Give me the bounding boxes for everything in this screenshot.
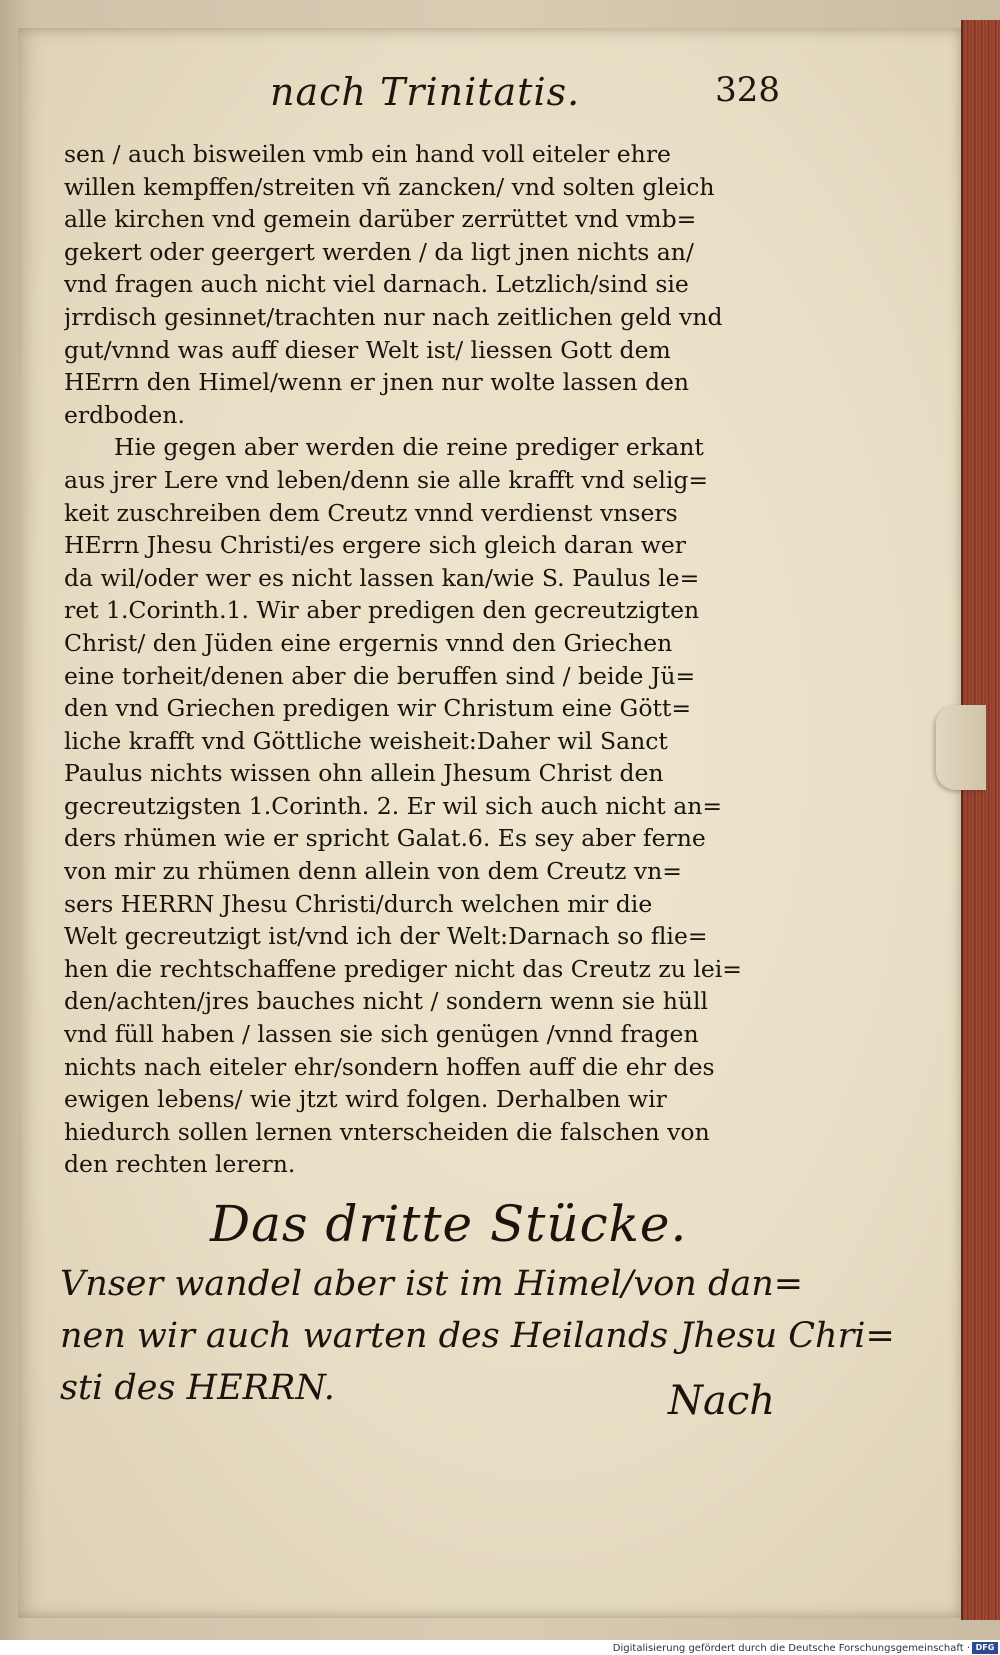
text-line: willen kempffen/streiten vñ zancken/ vnd solten gleich: [64, 172, 715, 201]
catchword: Nach: [668, 1378, 776, 1424]
text-line: den/achten/jres bauches nicht / sondern wenn sie hüll: [64, 987, 708, 1016]
page-header: [60, 70, 780, 140]
text-line: hiedurch sollen lernen vnterscheiden die falschen von: [64, 1117, 710, 1146]
dfg-logo: DFG: [972, 1642, 998, 1654]
text-line: ders rhümen wie er spricht Galat.6. Es sey aber ferne: [64, 824, 706, 853]
body-text: [64, 138, 778, 1181]
clasp-tab: [936, 705, 986, 790]
text-line: hen die rechtschaffene prediger nicht das Creutz zu lei=: [64, 954, 742, 983]
text-line: Christ/ den Jüden eine ergernis vnnd den Griechen: [64, 628, 673, 657]
text-line: den rechten lerern.: [64, 1150, 296, 1179]
text-line: vnd füll haben / lassen sie sich genügen /vnnd fragen: [64, 1020, 699, 1049]
text-line: Vnser wandel aber ist im Himel/von dan=: [60, 1264, 804, 1304]
text-line: HErrn Jhesu Christi/es ergere sich gleich daran wer: [64, 531, 687, 560]
text-line: aus jrer Lere vnd leben/denn sie alle krafft vnd selig=: [64, 465, 709, 494]
text-line: erdboden.: [64, 400, 185, 429]
text-line: Hie gegen aber werden die reine prediger erkant: [114, 433, 704, 462]
text-line: Welt gecreutzigt ist/vnd ich der Welt:Darnach so flie=: [64, 922, 708, 951]
text-line: liche krafft vnd Göttliche weisheit:Daher wil Sanct: [64, 726, 668, 755]
page-number: 328: [715, 70, 780, 110]
text-line: nichts nach eiteler ehr/sondern hoffen auff die ehr des: [64, 1052, 715, 1081]
text-line: sti des HERRN.: [60, 1368, 335, 1408]
text-line: ret 1.Corinth.1. Wir aber predigen den gecreutzigten: [64, 596, 700, 625]
section-title: Das dritte Stücke.: [210, 1195, 688, 1253]
text-line: gekert oder geergert werden / da ligt jnen nichts an/: [64, 237, 694, 266]
text-line: da wil/oder wer es nicht lassen kan/wie S. Paulus le=: [64, 563, 700, 592]
running-head: nach Trinitatis.: [270, 70, 581, 114]
text-line: keit zuschreiben dem Creutz vnnd verdienst vnsers: [64, 498, 678, 527]
footer-bar: [0, 1640, 1000, 1655]
text-line: sen / auch bisweilen vmb ein hand voll eiteler ehre: [64, 140, 671, 168]
text-line: von mir zu rhümen denn allein von dem Creutz vn=: [64, 857, 682, 886]
text-line: Paulus nichts wissen ohn allein Jhesum Christ den: [64, 759, 664, 788]
text-line: gut/vnnd was auff dieser Welt ist/ liessen Gott dem: [64, 335, 671, 364]
text-line: vnd fragen auch nicht viel darnach. Letzlich/sind sie: [64, 270, 689, 299]
text-line: sers HERRN Jhesu Christi/durch welchen mir die: [64, 889, 653, 918]
text-line: jrrdisch gesinnet/trachten nur nach zeitlichen geld vnd: [64, 302, 723, 331]
footer-credit: Digitalisierung gefördert durch die Deutsche Forschungsgemeinschaft ·: [612, 1643, 970, 1654]
text-line: ewigen lebens/ wie jtzt wird folgen. Derhalben wir: [64, 1085, 667, 1114]
text-line: alle kirchen vnd gemein darüber zerrüttet vnd vmb=: [64, 205, 697, 234]
text-line: HErrn den Himel/wenn er jnen nur wolte lassen den: [64, 368, 690, 397]
page-edges: [961, 20, 1000, 1620]
text-line: nen wir auch warten des Heilands Jhesu Chri=: [60, 1316, 895, 1356]
text-line: gecreutzigsten 1.Corinth. 2. Er wil sich auch nicht an=: [64, 791, 723, 820]
text-line: eine torheit/denen aber die beruffen sind / beide Jü=: [64, 661, 696, 690]
text-line: den vnd Griechen predigen wir Christum eine Gött=: [64, 694, 692, 723]
